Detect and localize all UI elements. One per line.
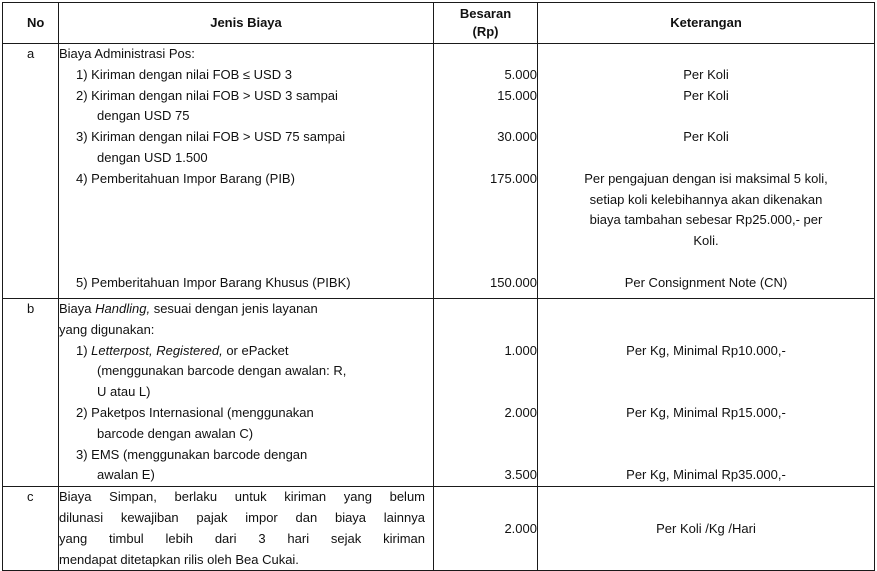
item-a2-line: dengan USD 75: [97, 108, 190, 124]
header-no: No: [3, 3, 59, 44]
item-a1-line: 1) Kiriman dengan nilai FOB ≤ USD 3: [76, 66, 292, 82]
item-a5-line: 5) Pemberitahuan Impor Barang Khusus (PIBK): [76, 274, 351, 290]
item-b1-amount: 1.000: [504, 342, 537, 358]
item-a3-line: dengan USD 1.500: [97, 149, 208, 165]
header-besaran: [434, 3, 538, 44]
section-c-no: c: [3, 487, 59, 571]
section-a-description: [59, 44, 434, 299]
item-b1-note: Per Kg, Minimal Rp10.000,-: [626, 342, 786, 358]
section-a-notes: [538, 44, 875, 299]
header-keterangan: Keterangan: [538, 3, 875, 44]
item-a1-note: Per Koli: [683, 66, 729, 82]
item-b1-line: U atau L): [97, 384, 151, 400]
item-a5-amount: 150.000: [490, 274, 537, 290]
header-jenis-biaya: Jenis Biaya: [59, 3, 434, 44]
section-b-title: Biaya Handling, sesuai dengan jenis layanan: [59, 301, 318, 316]
section-a-row: [3, 44, 875, 299]
section-b-notes: [538, 299, 875, 487]
section-c-line: mendapat ditetapkan rilis oleh Bea Cukai.: [59, 551, 299, 567]
item-a4-line: 4) Pemberitahuan Impor Barang (PIB): [76, 170, 295, 186]
item-a4-note: Per pengajuan dengan isi maksimal 5 koli,: [584, 170, 828, 186]
item-b3-line: 3) EMS (menggunakan barcode dengan: [76, 446, 308, 462]
section-a-no: a: [3, 44, 59, 299]
item-a4-note: setiap koli kelebihannya akan dikenakan: [589, 191, 823, 207]
item-a4-note: biaya tambahan sebesar Rp25.000,- per: [589, 212, 823, 228]
item-b2-line: 2) Paketpos Internasional (menggunakan: [76, 404, 314, 420]
section-c-line: yang timbul lebih dari 3 hari sejak kiriman: [59, 530, 425, 546]
item-b3-amount: 3.500: [504, 467, 537, 483]
item-a3-amount: 30.000: [497, 129, 537, 145]
item-a3-line: 3) Kiriman dengan nilai FOB > USD 75 sampai: [76, 129, 346, 145]
header-besaran-line2: (Rp): [472, 24, 499, 39]
item-b1-line: (menggunakan barcode dengan awalan: R,: [97, 363, 347, 379]
item-b3-line: awalan E): [97, 467, 155, 483]
item-a2-note: Per Koli: [683, 87, 729, 103]
item-a4-amount: 175.000: [490, 170, 537, 186]
header-row: [3, 3, 875, 44]
section-a-title: Biaya Administrasi Pos:: [59, 46, 195, 61]
section-c-note: Per Koli /Kg /Hari: [538, 487, 875, 571]
section-b-description: [59, 299, 434, 487]
item-b2-amount: 2.000: [504, 404, 537, 420]
item-b3-note: Per Kg, Minimal Rp35.000,-: [626, 467, 786, 483]
section-b-title: yang digunakan:: [59, 321, 155, 337]
item-a5-note: Per Consignment Note (CN): [624, 274, 788, 290]
item-a2-line: 2) Kiriman dengan nilai FOB > USD 3 sampai: [76, 87, 338, 103]
section-b-row: [3, 299, 875, 487]
item-b2-note: Per Kg, Minimal Rp15.000,-: [626, 404, 786, 420]
item-a3-note: Per Koli: [683, 129, 729, 145]
section-b-amounts: [434, 299, 538, 487]
item-b1-line: 1) Letterpost, Registered, or ePacket: [76, 342, 289, 358]
section-c-amount: 2.000: [434, 487, 538, 571]
header-besaran-line1: Besaran: [459, 6, 512, 21]
item-a1-amount: 5.000: [504, 66, 537, 82]
section-c-row: [3, 487, 875, 571]
section-c-description: [59, 487, 434, 571]
item-a4-note: Koli.: [693, 233, 719, 249]
section-c-line: dilunasi kewajiban pajak impor dan biaya lainnya: [59, 509, 425, 525]
item-a2-amount: 15.000: [497, 87, 537, 103]
section-c-line: Biaya Simpan, berlaku untuk kiriman yang belum: [59, 489, 425, 505]
fee-table: [2, 2, 875, 571]
item-b2-line: barcode dengan awalan C): [97, 425, 254, 441]
section-b-no: b: [3, 299, 59, 487]
section-a-amounts: [434, 44, 538, 299]
